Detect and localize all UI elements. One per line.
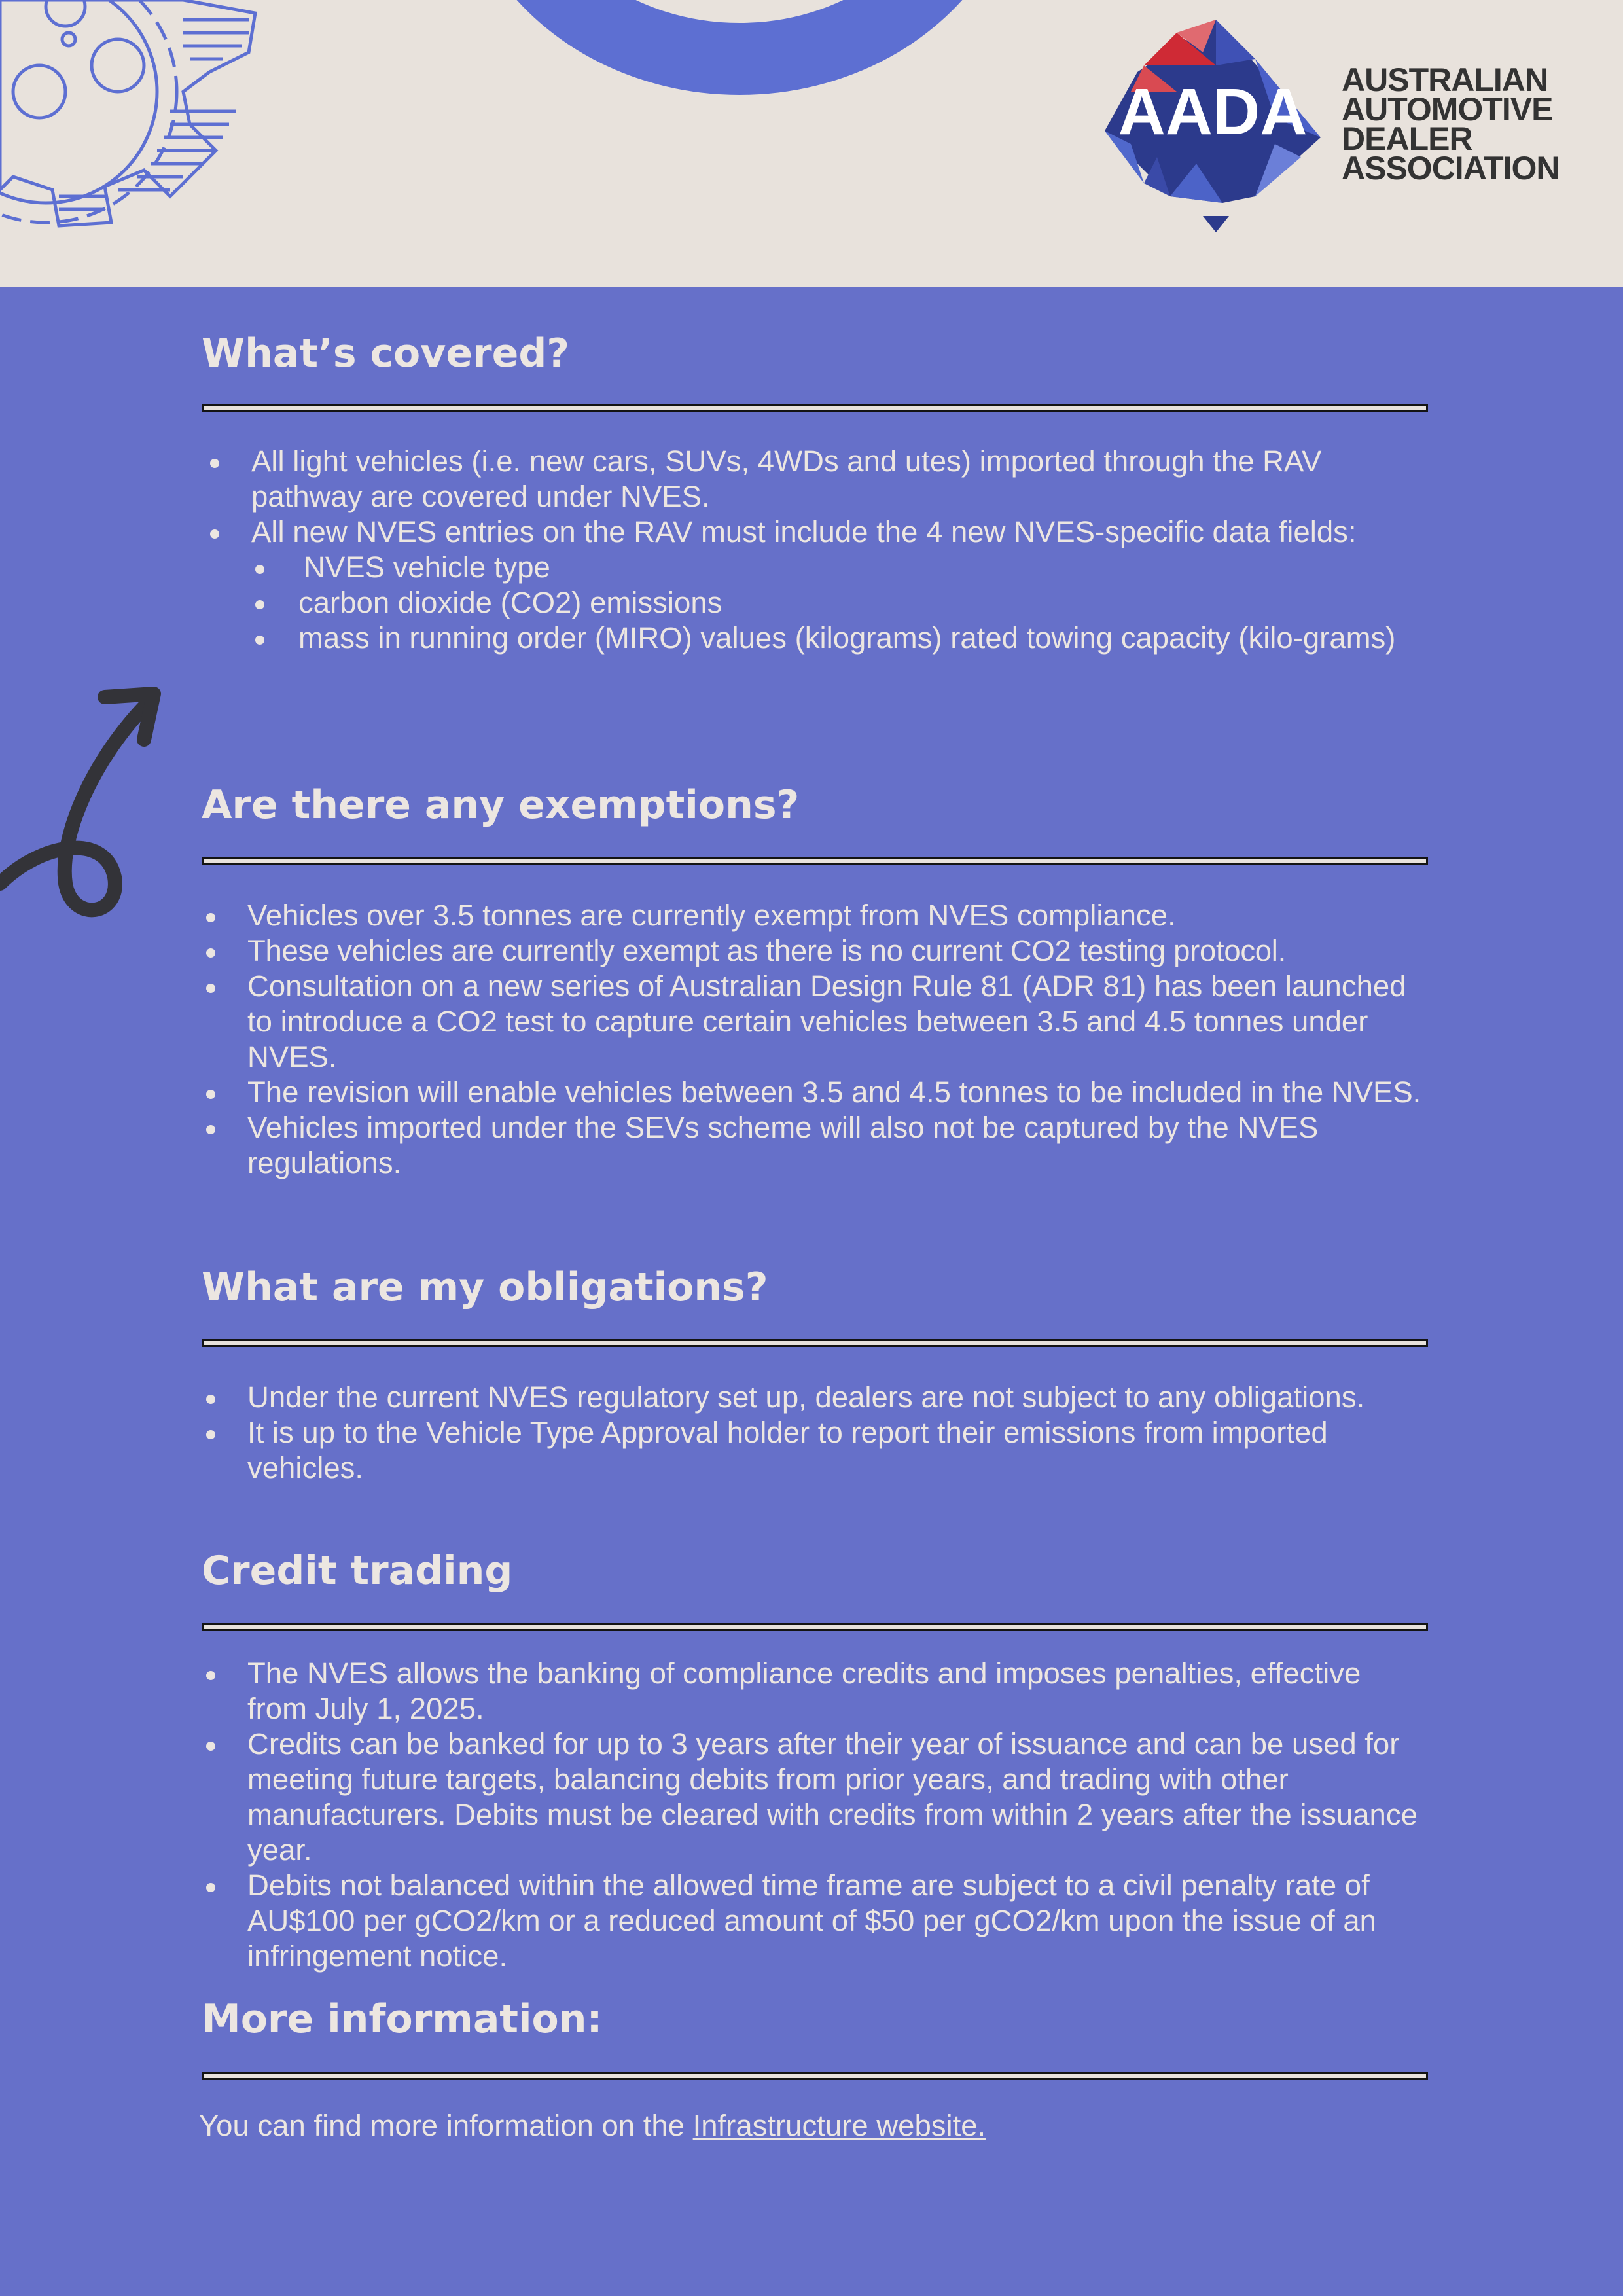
- list-item: Vehicles over 3.5 tonnes are currently exempt from NVES compliance.: [202, 898, 1424, 933]
- list-item: Under the current NVES regulatory set up, dealers are not subject to any obligations.: [202, 1380, 1424, 1415]
- section-credit-trading: [202, 1548, 1424, 1594]
- list-item: It is up to the Vehicle Type Approval holder to report their emissions from imported vehicles.: [202, 1415, 1424, 1486]
- list-item: Credits can be banked for up to 3 years after their year of issuance and can be used for meeting future targets, balancing debits from prior years, and trading with other manufacturers. Debits must be cleared with credits from within 2 years after the issuance year.: [202, 1727, 1424, 1868]
- logo-wordmark: [1342, 62, 1560, 187]
- section-divider: [202, 404, 1428, 412]
- section-divider: [202, 2072, 1428, 2080]
- section-heading: More information:: [202, 1996, 603, 2042]
- section-exemptions: [202, 782, 1424, 828]
- logo-line: AUTOMOTIVE: [1342, 91, 1553, 128]
- header-banner: [0, 0, 1623, 287]
- list-item: carbon dioxide (CO2) emissions: [205, 585, 1428, 620]
- logo-line: ASSOCIATION: [1342, 150, 1560, 187]
- section-more-information: [202, 1996, 1424, 2042]
- curly-arrow-icon: [0, 668, 183, 942]
- section-obligations: [202, 1265, 1424, 1310]
- section-divider: [202, 1623, 1428, 1631]
- aada-logo-icon: [1105, 20, 1327, 236]
- gear-decoration-icon: [0, 0, 275, 249]
- list-item: mass in running order (MIRO) values (kilograms) rated towing capacity (kilo-grams): [205, 620, 1428, 656]
- credit-trading-list: [202, 1656, 1424, 1974]
- section-whats-covered: [202, 331, 1424, 376]
- more-info-text: [199, 2109, 986, 2143]
- section-heading: What are my obligations?: [202, 1265, 768, 1310]
- list-item: The revision will enable vehicles between 3.5 and 4.5 tonnes to be included in the NVES.: [202, 1075, 1424, 1110]
- exemptions-list: [202, 898, 1424, 1181]
- list-item: Vehicles imported under the SEVs scheme will also not be captured by the NVES regulations.: [202, 1110, 1424, 1181]
- svg-text:AADA: AADA: [1118, 75, 1308, 149]
- list-item: All light vehicles (i.e. new cars, SUVs, 4WDs and utes) imported through the RAV pathway are covered under NVES.: [205, 444, 1428, 514]
- infrastructure-website-link[interactable]: Infrastructure website.: [692, 2109, 986, 2142]
- list-item: Debits not balanced within the allowed time frame are subject to a civil penalty rate of AU$100 per gCO2/km or a reduced amount of $50 per gCO2/km upon the issue of an infringement notice.: [202, 1868, 1424, 1974]
- arc-decoration-icon: [471, 0, 1008, 144]
- logo-line: DEALER: [1342, 120, 1472, 157]
- section-heading: Credit trading: [202, 1548, 513, 1594]
- obligations-list: [202, 1380, 1424, 1486]
- list-item: Consultation on a new series of Australian Design Rule 81 (ADR 81) has been launched to introduce a CO2 test to capture certain vehicles between 3.5 and 4.5 tonnes under NVES.: [202, 969, 1424, 1075]
- list-item: The NVES allows the banking of compliance credits and imposes penalties, effective from July 1, 2025.: [202, 1656, 1424, 1727]
- section-heading: What’s covered?: [202, 331, 570, 376]
- section-divider: [202, 1339, 1428, 1347]
- covered-list: [205, 444, 1428, 656]
- section-heading: Are there any exemptions?: [202, 782, 800, 828]
- list-item: These vehicles are currently exempt as there is no current CO2 testing protocol.: [202, 933, 1424, 969]
- more-info-prefix: You can find more information on the: [199, 2109, 693, 2142]
- list-item: All new NVES entries on the RAV must include the 4 new NVES-specific data fields:: [205, 514, 1428, 550]
- logo-line: AUSTRALIAN: [1342, 62, 1548, 98]
- section-divider: [202, 857, 1428, 865]
- list-item: NVES vehicle type: [205, 550, 1428, 585]
